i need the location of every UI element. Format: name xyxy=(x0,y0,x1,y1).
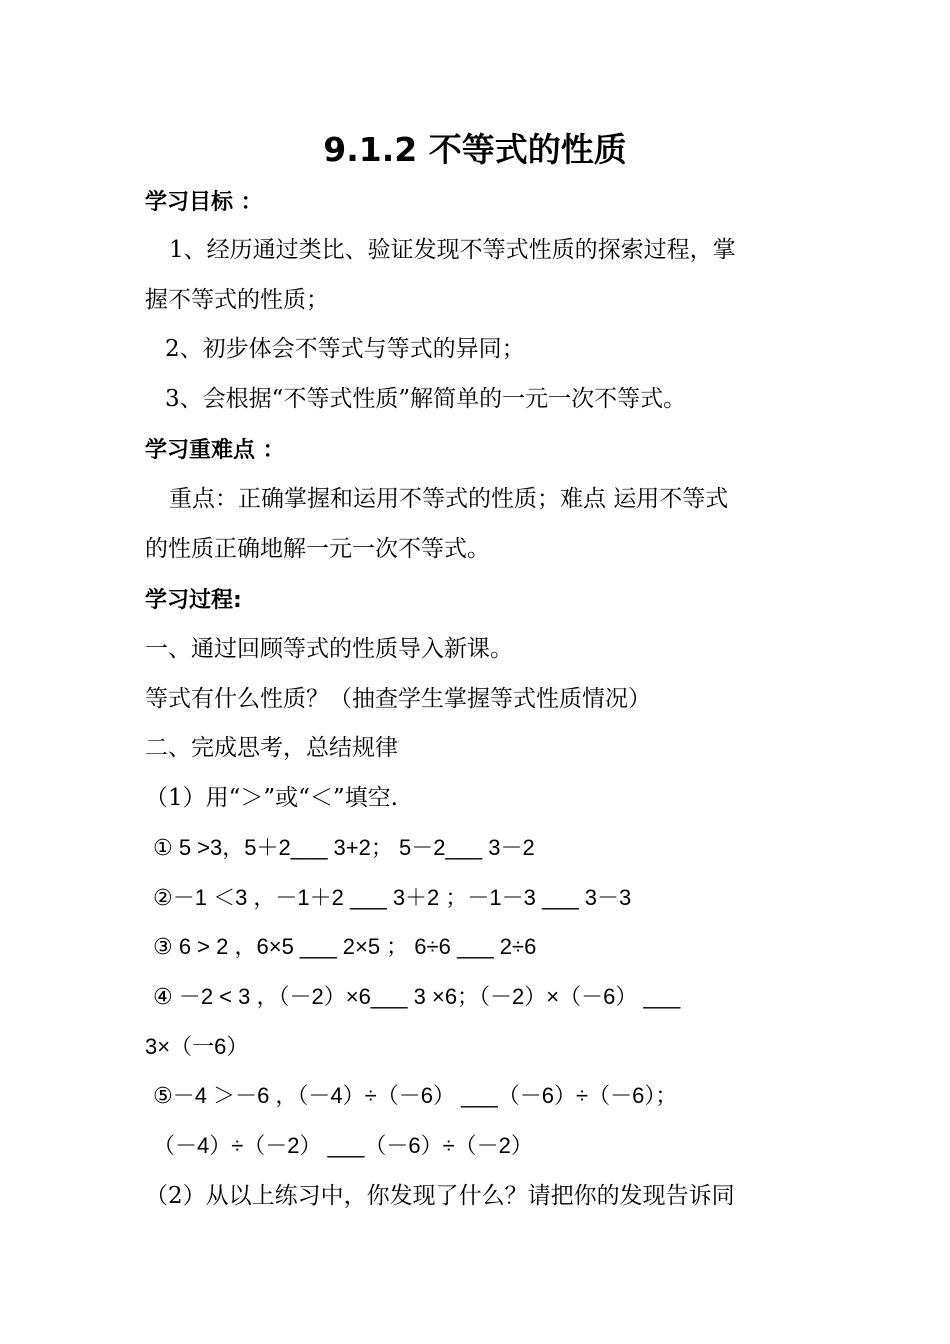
page-title: 9.1.2 不等式的性质 xyxy=(323,130,627,169)
exercise-4-line-2: 3×（一6） xyxy=(145,1034,249,1059)
exercise-5-line-1: ⑤－4 ＞－6 ，（－4）÷（－6） ___（－6）÷（－6）； xyxy=(153,1083,678,1108)
exercise-5-line-2: （－4）÷（－2） ___（－6）÷（－2） xyxy=(153,1133,533,1158)
process-part-1: 一、通过回顾等式的性质导入新课。 xyxy=(145,636,513,662)
exercise-4-line-1: ④ －2 < 3 ，（－2）×6___ 3 ×6；（－2）×（－6） ___ xyxy=(153,984,681,1009)
question-2: （2）从以上练习中，你发现了什么？请把你的发现告诉同 xyxy=(145,1183,735,1209)
question-1: （1）用“＞”或“＜”填空. xyxy=(145,785,398,811)
objective-1-line-2: 握不等式的性质； xyxy=(145,287,329,313)
exercise-3: ③ 6 > 2 ，6×5 ___ 2×5 ； 6÷6 ___ 2÷6 xyxy=(153,934,537,959)
exercise-1: ① 5 >3，5＋2___ 3+2； 5－2___ 3－2 xyxy=(153,835,535,860)
process-part-1-question: 等式有什么性质？（抽查学生掌握等式性质情况） xyxy=(145,686,651,712)
keypoints-line-2: 的性质正确地解一元一次不等式。 xyxy=(145,536,490,562)
objectives-heading: 学习目标 ： xyxy=(145,190,263,215)
keypoints-heading: 学习重难点 ： xyxy=(145,438,285,463)
exercise-2: ②－1 ＜3 ，－1＋2 ___ 3＋2 ；－1－3 ___ 3－3 xyxy=(153,885,632,910)
process-heading: 学习过程: xyxy=(145,588,242,613)
objective-3: 3、会根据“不等式性质”解简单的一元一次不等式。 xyxy=(165,386,687,412)
objective-1-line-1: 1、经历通过类比、验证发现不等式性质的探索过程，掌 xyxy=(169,237,736,263)
keypoints-line-1: 重点：正确掌握和运用不等式的性质；难点 运用不等式 xyxy=(169,486,729,512)
objective-2: 2、初步体会不等式与等式的异同； xyxy=(165,336,525,362)
process-part-2: 二、完成思考，总结规律 xyxy=(145,735,398,761)
